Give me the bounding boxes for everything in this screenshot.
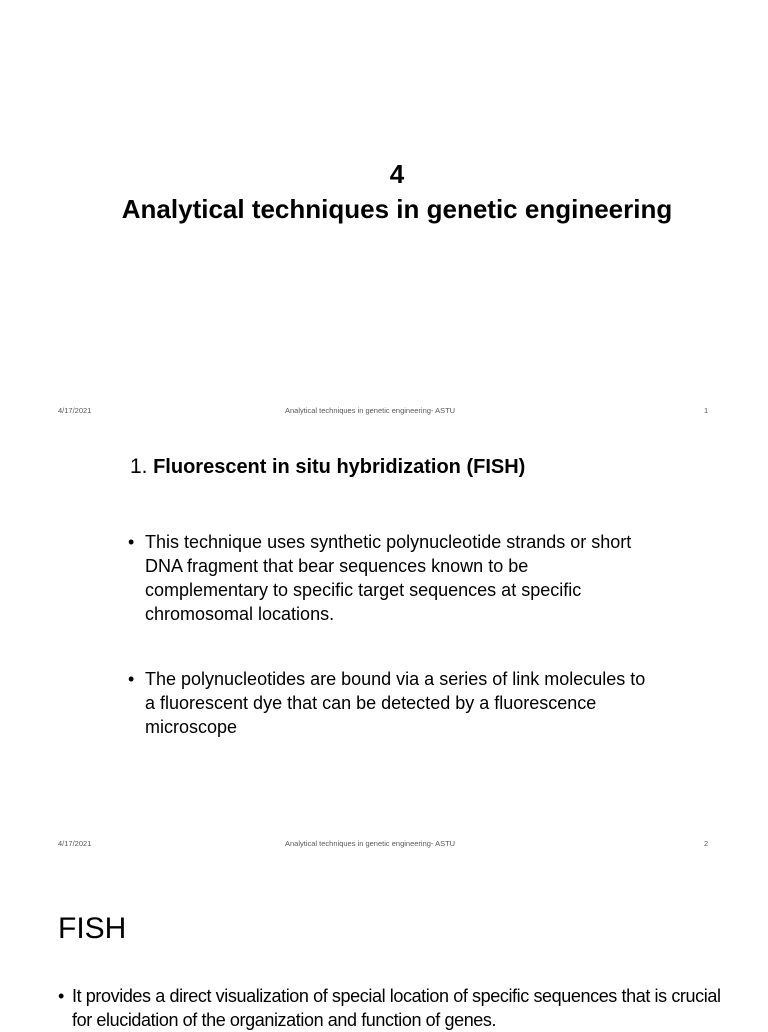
- slide-heading: FISH: [58, 912, 127, 945]
- bullet-icon: •: [128, 532, 135, 552]
- bullet-item: [58, 984, 728, 1032]
- bullet-item: [128, 667, 648, 739]
- footer-title: Analytical techniques in genetic engineering- ASTU: [285, 406, 456, 415]
- bullet-text: The polynucleotides are bound via a series of link molecules to a fluorescent dye that can be detected by a fluorescence microscope: [145, 669, 646, 737]
- bullet-item: [128, 530, 648, 626]
- section-title: Fluorescent in situ hybridization (FISH): [153, 456, 526, 478]
- footer-title: Analytical techniques in genetic engineering- ASTU: [285, 839, 456, 848]
- bullet-text: This technique uses synthetic polynucleotide strands or short DNA fragment that bear sequences known to be complementary to specific target sequences at specific chromosomal locations.: [145, 532, 632, 624]
- footer-date: 4/17/2021: [58, 406, 92, 415]
- slide-number-heading: 4: [389, 159, 405, 189]
- slide-title: Analytical techniques in genetic engineering: [121, 194, 673, 224]
- section-number: 1.: [130, 455, 148, 478]
- bullet-text: It provides a direct visualization of special location of specific sequences that is crucial for elucidation of the organization and function of genes.: [72, 986, 721, 1030]
- footer-date: 4/17/2021: [58, 839, 92, 848]
- footer-page-number: 1: [704, 406, 709, 415]
- bullet-icon: •: [58, 986, 64, 1006]
- bullet-icon: •: [128, 669, 135, 689]
- footer-page-number: 2: [704, 839, 709, 848]
- section-heading: [130, 453, 525, 481]
